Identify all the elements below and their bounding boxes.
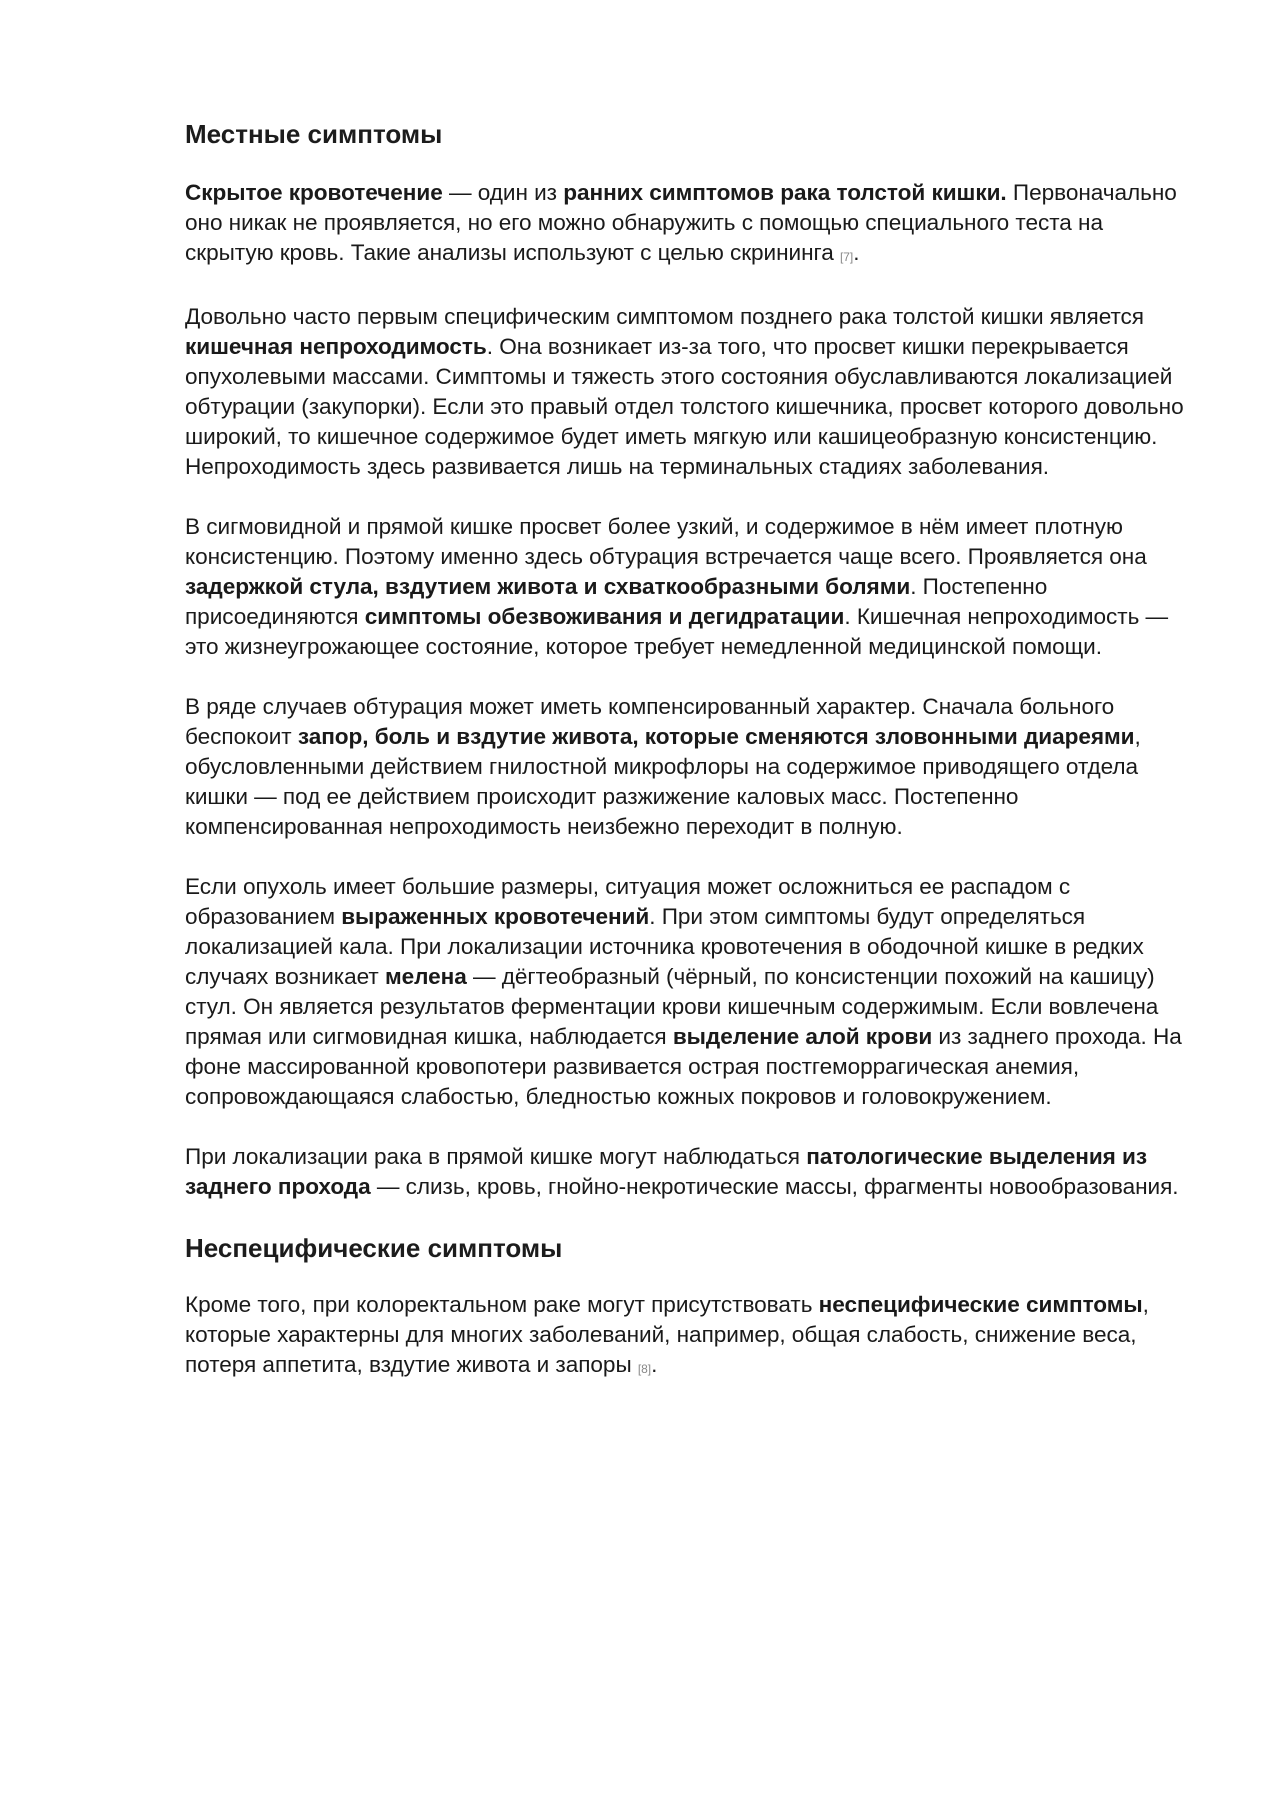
citation-ref: [8] — [637, 1362, 652, 1376]
bold-text: выраженных кровотечений — [341, 904, 650, 929]
text-run: , которые характерны для многих заболеваний, например, общая слабость, снижение веса, потеря аппетита, вздутие живота и запоры — [185, 1292, 1149, 1377]
section-local-symptoms-body — [185, 178, 1197, 1202]
text-run: . При этом симптомы будут определяться локализацией кала. При локализации источника кровотечения в ободочной кишке в редких случаях возникает — [185, 904, 1144, 989]
text-run: — дёгтеобразный (чёрный, по консистенции похожий на кашицу) стул. Он является результатов ферментации крови кишечным содержимым. Если вовлечена прямая или сигмовидная кишка, наблюдается — [185, 964, 1159, 1049]
text-run: Довольно часто первым специфическим симптомом позднего рака толстой кишки является — [185, 304, 1144, 329]
paragraph — [185, 1142, 1197, 1202]
bold-text: ранних симптомов рака толстой кишки. — [563, 180, 1007, 205]
text-run: — один из — [442, 180, 564, 205]
paragraph — [185, 692, 1197, 842]
section-heading-local-symptoms: Местные симптомы — [185, 119, 443, 149]
text-run: . Она возникает из-за того, что просвет кишки перекрывается опухолевыми массами. Симптомы и тяжесть этого состояния обуславливаются локализацией обтурации (закупорки). Если это правый отдел толстого кишечника, просвет которого довольно широкий, то кишечное содержимое будет иметь мягкую или кашицеобразную консистенцию. Непроходимость здесь развивается лишь на терминальных стадиях заболевания. — [185, 334, 1184, 479]
text-run: — слизь, кровь, гнойно-некротические массы, фрагменты новообразования. — [370, 1174, 1179, 1199]
bold-text: запор, боль и вздутие живота, которые сменяются зловонными диареями — [297, 724, 1135, 749]
text-run: В сигмовидной и прямой кишке просвет более узкий, и содержимое в нём имеет плотную консистенцию. Поэтому именно здесь обтурация встречается чаще всего. Проявляется она — [185, 514, 1147, 569]
text-run: Первоначально оно никак не проявляется, но его можно обнаружить с помощью специального теста на скрытую кровь. Такие анализы используют с целью скрининга — [185, 180, 1177, 265]
bold-text: мелена — [384, 964, 467, 989]
paragraph — [185, 1290, 1197, 1384]
text-run: из заднего прохода. На фоне массированной кровопотери развивается острая постгеморрагическая анемия, сопровождающаяся слабостью, бледностью кожных покровов и головокружением. — [185, 1024, 1182, 1109]
bold-text: задержкой стула, вздутием живота и схваткообразными болями — [185, 574, 911, 599]
text-run: . Постепенно присоединяются — [185, 574, 1048, 629]
text-run: Если опухоль имеет большие размеры, ситуация может осложниться ее распадом с образованием — [185, 874, 1071, 929]
bold-text: Скрытое кровотечение — [185, 180, 443, 205]
text-run: Кроме того, при колоректальном раке могут присутствовать — [185, 1292, 819, 1317]
bold-text: неспецифические симптомы — [818, 1292, 1143, 1317]
paragraph — [185, 872, 1197, 1112]
text-run: . Кишечная непроходимость — это жизнеугрожающее состояние, которое требует немедленной медицинской помощи. — [185, 604, 1169, 659]
bold-text: кишечная непроходимость — [185, 334, 487, 359]
document-page — [185, 118, 1197, 1414]
text-run: При локализации рака в прямой кишке могут наблюдаться — [185, 1144, 807, 1169]
section-heading-nonspecific-symptoms: Неспецифические симптомы — [185, 1233, 563, 1263]
bold-text: патологические выделения из заднего прохода — [185, 1144, 1148, 1199]
text-run: . — [651, 1352, 658, 1377]
citation-ref: [7] — [839, 250, 854, 264]
text-run: , обусловленными действием гнилостной микрофлоры на содержимое приводящего отдела кишки — под ее действием происходит разжижение каловых масс. Постепенно компенсированная непроходимость неизбежно переходит в полную. — [185, 724, 1141, 839]
paragraph — [185, 512, 1197, 662]
section-nonspecific-symptoms-body — [185, 1290, 1197, 1384]
text-run: . — [853, 240, 860, 265]
paragraph — [185, 178, 1197, 272]
bold-text: симптомы обезвоживания и дегидратации — [364, 604, 845, 629]
text-run: В ряде случаев обтурация может иметь компенсированный характер. Сначала больного беспокоит — [185, 694, 1115, 749]
paragraph — [185, 302, 1197, 482]
bold-text: выделение алой крови — [672, 1024, 933, 1049]
